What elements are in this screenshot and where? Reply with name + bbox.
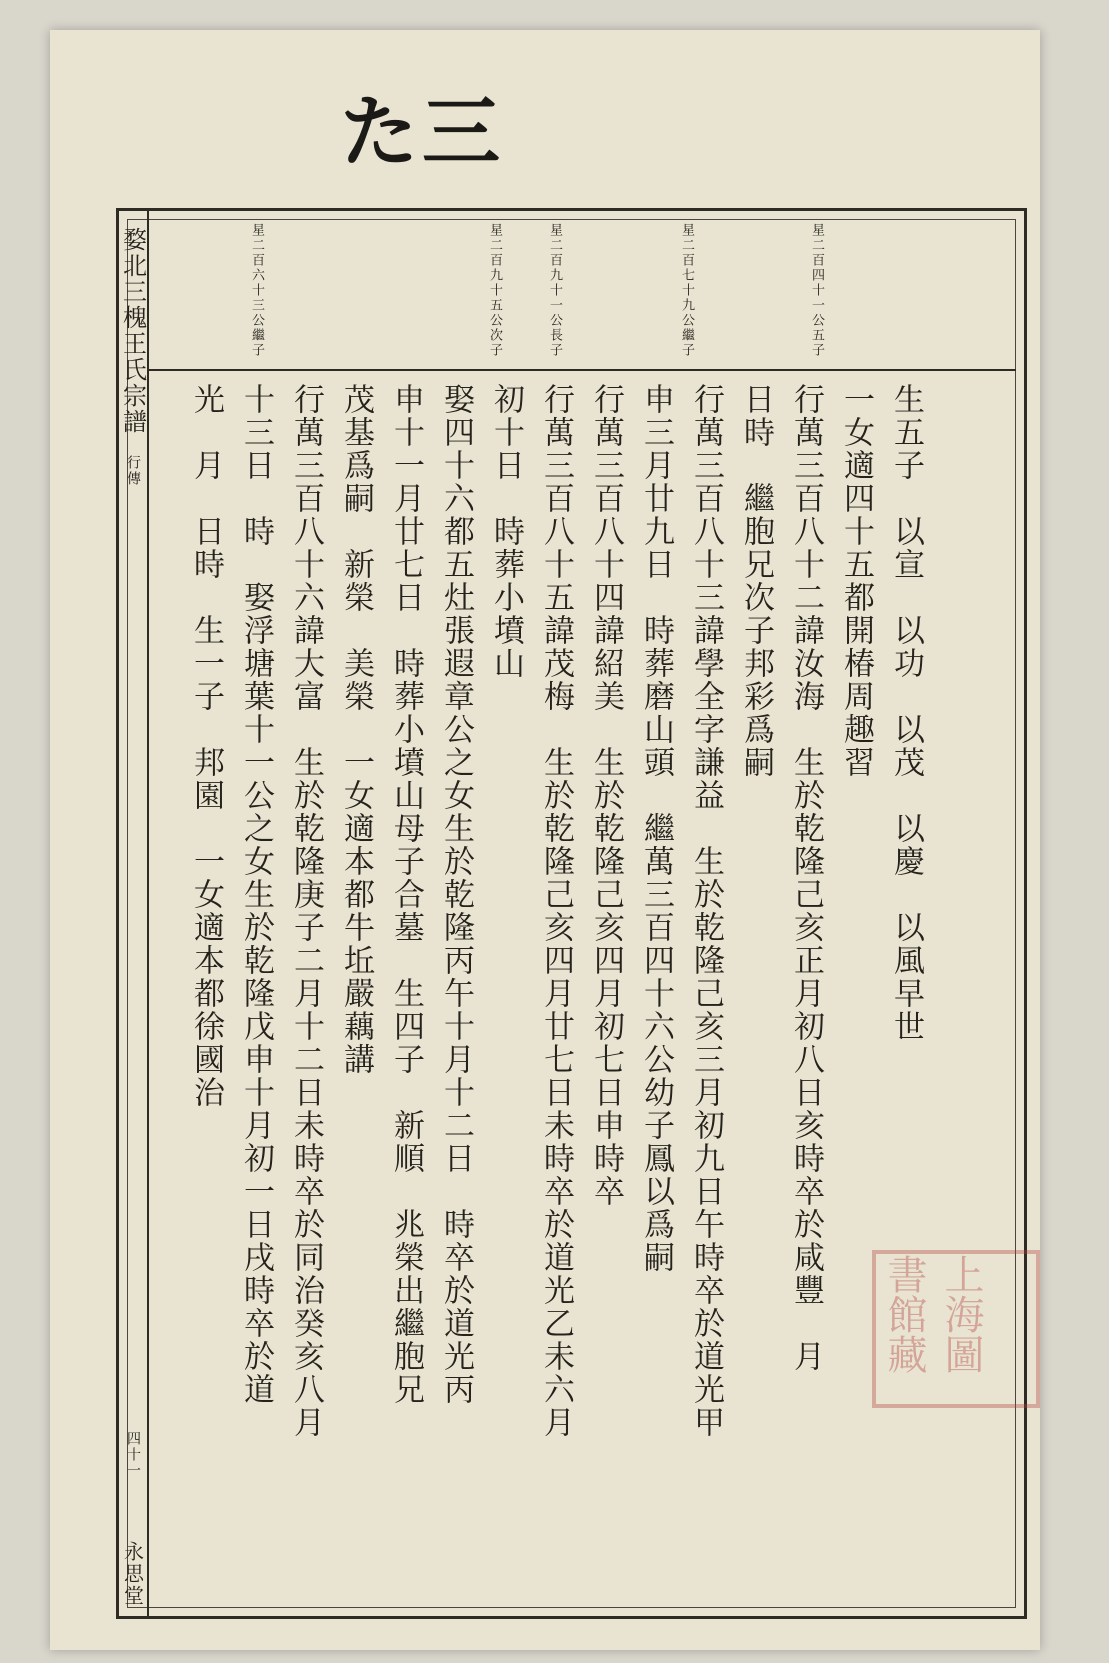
text-column: 日時 繼胞兄次子邦彩爲嗣 <box>738 383 774 779</box>
section-label: 行傳 <box>125 455 141 487</box>
text-column: 生五子 以宣 以功 以茂 以慶 以風早世 <box>888 383 924 1043</box>
genealogy-page <box>50 30 1040 1650</box>
text-column: 申三月廿九日 時葬磨山頭 繼萬三百四十六公幼子鳳以爲嗣 <box>638 383 674 1274</box>
seal-glyphs: 上海圖書館藏 <box>881 1254 984 1374</box>
text-column: 十三日 時 娶浮塘葉十一公之女生於乾隆戊申十月初一日戌時卒於道 <box>238 383 274 1406</box>
head-note: 星二百七十九公繼子 <box>679 223 694 358</box>
text-column: 茂基爲嗣 新榮 美榮 一女適本都牛坵嚴藕講 <box>338 383 374 1076</box>
head-note: 星二百九十一公長子 <box>547 223 562 358</box>
text-column: 行萬三百八十五諱茂梅 生於乾隆己亥四月廿七日未時卒於道光乙未六月 <box>538 383 574 1439</box>
text-column: 娶四十六都五灶張遐章公之女生於乾隆丙午十月十二日 時卒於道光丙 <box>438 383 474 1406</box>
text-column: 行萬三百八十三諱學全字謙益 生於乾隆己亥三月初九日午時卒於道光甲 <box>688 383 724 1439</box>
head-note: 星二百六十三公繼子 <box>249 223 264 358</box>
text-column: 光 月 日時 生一子 邦園 一女適本都徐國治 <box>188 383 224 1109</box>
head-note: 星二百九十五公次子 <box>487 223 502 358</box>
text-column: 行萬三百八十四諱紹美 生於乾隆己亥四月初七日申時卒 <box>588 383 624 1208</box>
page-margin-band <box>119 211 149 1616</box>
handwritten-mark: た三 <box>340 88 505 178</box>
library-seal <box>872 1250 1040 1408</box>
head-note: 星二百四十一公五子 <box>809 223 824 358</box>
genealogy-title: 婺北三槐王氏宗譜 <box>118 227 147 435</box>
header-divider <box>147 369 1016 371</box>
text-column: 初十日 時葬小墳山 <box>488 383 524 680</box>
text-column: 行萬三百八十二諱汝海 生於乾隆己亥正月初八日亥時卒於咸豐 月 <box>788 383 824 1373</box>
text-column: 一女適四十五都開椿周趣習 <box>838 383 874 779</box>
text-column: 申十一月廿七日 時葬小墳山母子合墓 生四子 新順 兆榮出繼胞兄 <box>388 383 424 1406</box>
text-column: 行萬三百八十六諱大富 生於乾隆庚子二月十二日未時卒於同治癸亥八月 <box>288 383 324 1439</box>
hall-name: 永思堂 <box>120 1541 145 1607</box>
page-number: 四十一 <box>125 1431 141 1479</box>
